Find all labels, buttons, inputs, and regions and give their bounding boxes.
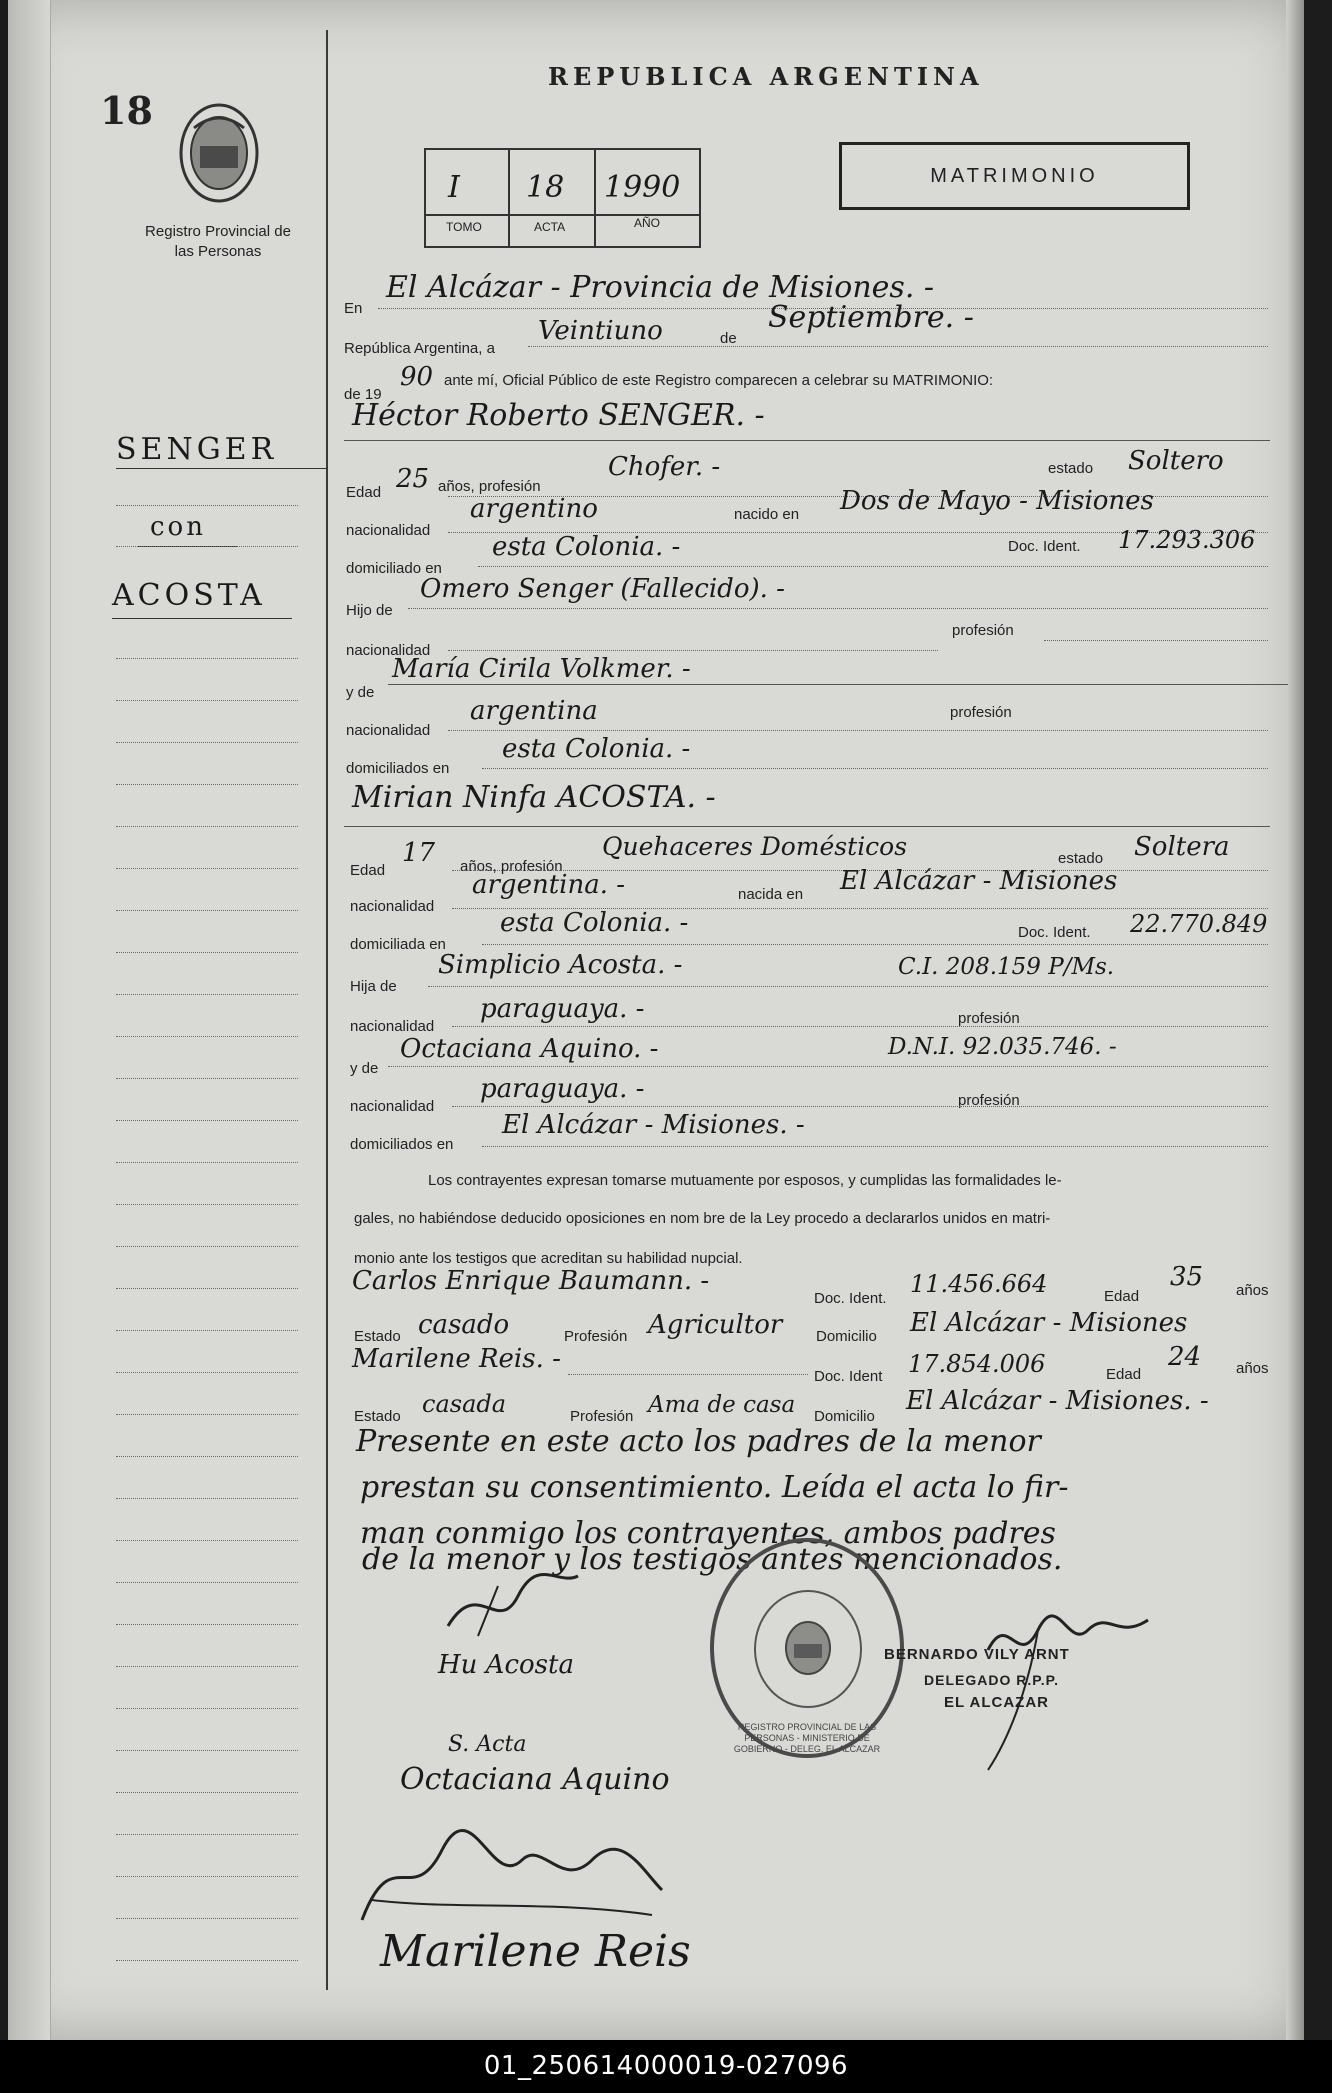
bride-father-prof-label: profesión	[958, 1010, 1020, 1027]
groom-mother-prof-label: profesión	[950, 704, 1012, 721]
witness2-profesion: Ama de casa	[648, 1392, 796, 1418]
country-heading: REPUBLICA ARGENTINA	[548, 62, 984, 91]
witness2-dom-label: Domicilio	[814, 1408, 875, 1425]
witness2-edad: 24	[1168, 1342, 1202, 1372]
en-label: En	[344, 300, 363, 317]
bride-edad-label: Edad	[350, 862, 386, 879]
document-type-box: MATRIMONIO	[839, 142, 1190, 210]
registry-label: Registro Provincial de las Personas	[145, 223, 291, 260]
witness1-anos-label: años	[1236, 1282, 1269, 1299]
day-value: Veintiuno	[538, 316, 663, 346]
witness2-doc-label: Doc. Ident	[814, 1368, 883, 1385]
witness2-estado: casada	[422, 1390, 507, 1418]
witness1-estado: casado	[418, 1310, 510, 1340]
groom-parents-dom-label: domiciliados en	[346, 760, 450, 777]
bride-mother-doc: D.N.I. 92.035.746. -	[888, 1034, 1117, 1060]
folio-number: 18	[100, 88, 153, 133]
official-stamp-name: BERNARDO VILY ARNT	[884, 1646, 1070, 1663]
year-label: AÑO	[634, 216, 661, 230]
witness1-profesion: Agricultor	[648, 1310, 783, 1340]
official-signature-icon	[968, 1590, 1158, 1780]
official-stamp-role: DELEGADO R.P.P.	[924, 1672, 1060, 1688]
groom-name: Héctor Roberto SENGER. -	[352, 398, 765, 433]
witness1-prof-label: Profesión	[564, 1328, 628, 1345]
bride-mother-prof-label: profesión	[958, 1092, 1020, 1109]
oficial-text: ante mí, Oficial Público de este Registro comparecen a celebrar su MATRIMONIO:	[444, 372, 994, 389]
bride-doc-label: Doc. Ident.	[1018, 924, 1091, 941]
signature-4: Marilene Reis	[380, 1926, 691, 1977]
witness1-doc: 11.456.664	[910, 1270, 1048, 1298]
note-line4: de la menor y los testigos antes mencionados.	[362, 1542, 1063, 1577]
witness2-domicilio: El Alcázar - Misiones. -	[906, 1386, 1209, 1416]
image-caption: 01_250614000019-027096	[0, 2040, 1332, 2093]
witness2-estado-label: Estado	[354, 1408, 401, 1425]
witness2-edad-label: Edad	[1106, 1366, 1142, 1383]
bride-doc: 22.770.849	[1130, 910, 1268, 938]
witness1-name: Carlos Enrique Baumann. -	[352, 1266, 710, 1296]
statement-line1: Los contrayentes expresan tomarse mutuamente por esposos, y cumplidas las formalidades le-	[428, 1172, 1062, 1189]
groom-mother-nac-label: nacionalidad	[346, 722, 431, 739]
bride-mother: Octaciana Aquino. -	[400, 1034, 659, 1064]
year-hand-value: 90	[400, 362, 434, 392]
signature-3: Octaciana Aquino	[400, 1762, 670, 1797]
bride-estado: Soltera	[1134, 832, 1230, 862]
groom-nacido-label: nacido en	[734, 506, 800, 523]
bride-name: Mirian Ninfa ACOSTA. -	[352, 780, 716, 815]
groom-nac-label: nacionalidad	[346, 522, 431, 539]
margin-groom-surname: SENGER	[116, 432, 278, 467]
witness1-estado-label: Estado	[354, 1328, 401, 1345]
witness1-edad: 35	[1170, 1262, 1204, 1292]
tomo-acta-year-box	[424, 148, 701, 248]
bride-profesion: Quehaceres Domésticos	[602, 832, 908, 861]
groom-dom-label: domiciliado en	[346, 560, 442, 577]
official-stamp-place: EL ALCAZAR	[944, 1694, 1049, 1711]
groom-edad: 25	[396, 464, 430, 494]
note-line3: man conmigo los contrayentes, ambos padres	[360, 1516, 1056, 1551]
bride-father-nac-label: nacionalidad	[350, 1018, 435, 1035]
provincial-emblem-icon	[176, 98, 262, 208]
tomo-value: I	[448, 170, 460, 205]
republica-label: República Argentina, a	[344, 340, 495, 357]
groom-mother: María Cirila Volkmer. -	[392, 654, 691, 684]
bride-mother-nac-label: nacionalidad	[350, 1098, 435, 1115]
groom-estado-label: estado	[1048, 460, 1094, 477]
witness1-doc-label: Doc. Ident.	[814, 1290, 887, 1307]
bride-nacionalidad: argentina. -	[472, 870, 626, 900]
month-value: Septiembre. -	[768, 300, 974, 335]
groom-edad-label: Edad	[346, 484, 382, 501]
bride-edad: 17	[402, 838, 436, 868]
witness2-prof-label: Profesión	[570, 1408, 634, 1425]
page-edge	[1286, 0, 1304, 2040]
statement-line2: gales, no habiéndose deducido oposiciones en nom bre de la Ley procedo a declararlos unidos en matri-	[354, 1210, 1051, 1227]
bride-nac-label: nacionalidad	[350, 898, 435, 915]
note-line1: Presente en este acto los padres de la menor	[356, 1424, 1041, 1459]
seal-emblem-icon	[780, 1620, 836, 1676]
acta-value: 18	[526, 170, 565, 205]
groom-father-prof-label: profesión	[952, 622, 1014, 639]
groom-doc-label: Doc. Ident.	[1008, 538, 1081, 555]
groom-profesion: Chofer. -	[608, 452, 721, 482]
margin-con: con	[150, 512, 206, 542]
groom-profesion-label: años, profesión	[438, 478, 541, 495]
bride-father: Simplicio Acosta. -	[438, 950, 683, 980]
bride-mother-nac: paraguaya. -	[480, 1074, 645, 1104]
groom-signature-icon	[438, 1566, 588, 1646]
acta-label: ACTA	[534, 220, 566, 234]
bride-nacida-en: El Alcázar - Misiones	[840, 866, 1118, 896]
witness1-edad-label: Edad	[1104, 1288, 1140, 1305]
year-prefix-label: de 19	[344, 386, 382, 403]
bride-profesion-label: años, profesión	[460, 858, 563, 875]
official-seal	[710, 1538, 904, 1758]
bride-domicilio: esta Colonia. -	[500, 908, 689, 938]
witness1-domicilio: El Alcázar - Misiones	[910, 1308, 1188, 1338]
groom-nacionalidad: argentino	[470, 494, 598, 524]
margin-bride-surname: ACOSTA	[112, 578, 266, 613]
groom-nacido-en: Dos de Mayo - Misiones	[840, 486, 1154, 516]
groom-parents-dom: esta Colonia. -	[502, 734, 691, 764]
register-page	[8, 0, 1304, 2040]
witness1-signature-icon	[352, 1820, 672, 1930]
bride-parents-dom: El Alcázar - Misiones. -	[502, 1110, 805, 1140]
groom-domicilio: esta Colonia. -	[492, 532, 681, 562]
signature-2: S. Acta	[448, 1732, 527, 1757]
witness2-name: Marilene Reis. -	[352, 1344, 561, 1374]
signature-1: Hu Acosta	[438, 1650, 574, 1680]
groom-doc: 17.293.306	[1118, 526, 1256, 554]
bride-father-doc: C.I. 208.159 P/Ms.	[898, 954, 1115, 980]
bride-yde-label: y de	[350, 1060, 379, 1077]
bride-nacida-label: nacida en	[738, 886, 804, 903]
year-value: 1990	[604, 170, 681, 205]
binding-edge	[8, 0, 51, 2040]
statement-line3: monio ante los testigos que acreditan su habilidad nupcial.	[354, 1250, 743, 1267]
bride-estado-label: estado	[1058, 850, 1104, 867]
place: El Alcázar - Provincia de Misiones. -	[386, 270, 935, 305]
de-label: de	[720, 330, 737, 347]
witness2-anos-label: años	[1236, 1360, 1269, 1377]
groom-estado: Soltero	[1128, 446, 1224, 476]
bride-dom-label: domiciliada en	[350, 936, 446, 953]
bride-hija-label: Hija de	[350, 978, 397, 995]
groom-yde-label: y de	[346, 684, 375, 701]
groom-hijo-label: Hijo de	[346, 602, 393, 619]
witness1-dom-label: Domicilio	[816, 1328, 877, 1345]
bride-parents-dom-label: domiciliados en	[350, 1136, 454, 1153]
note-line2: prestan su consentimiento. Leída el acta lo fir-	[360, 1470, 1069, 1505]
bride-father-nac: paraguaya. -	[480, 994, 645, 1024]
seal-text: REGISTRO PROVINCIAL DE LAS PERSONAS - MINISTERIO DE GOBIERNO - DELEG. EL ALCAZAR	[733, 1722, 881, 1754]
tomo-label: TOMO	[446, 220, 482, 234]
witness2-doc: 17.854.006	[908, 1350, 1046, 1378]
groom-mother-nac: argentina	[470, 696, 598, 726]
groom-father: Omero Senger (Fallecido). -	[420, 574, 785, 604]
groom-father-nac-label: nacionalidad	[346, 642, 431, 659]
margin-divider	[326, 30, 328, 1990]
